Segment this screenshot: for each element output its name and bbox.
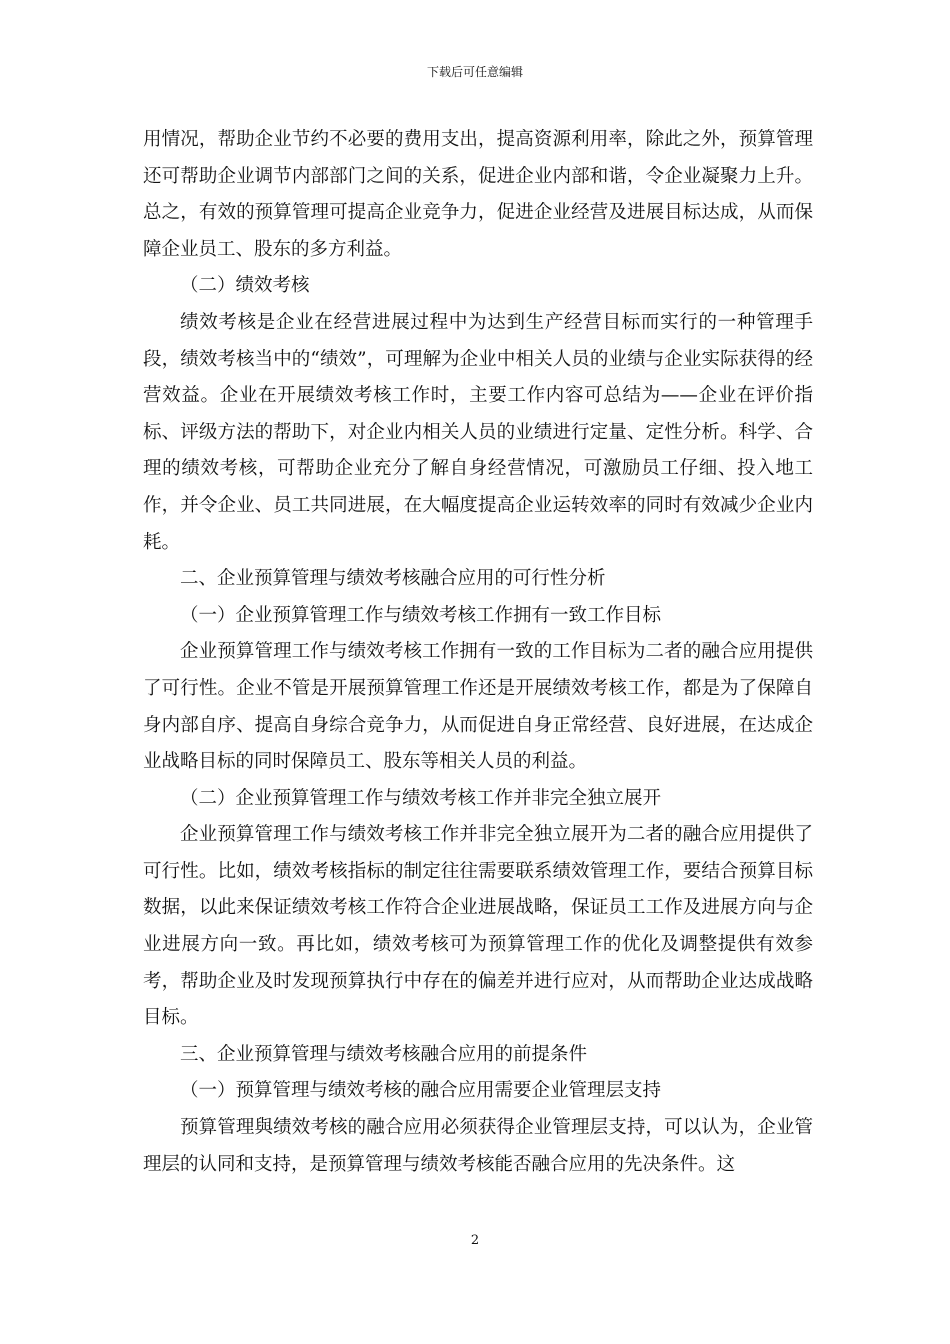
subsection-heading-common-goal: （一）企业预算管理工作与绩效考核工作拥有一致工作目标 <box>180 604 662 626</box>
subsection-heading-management-support: （一）预算管理与绩效考核的融合应用需要企业管理层支持 <box>180 1080 662 1102</box>
paragraph-not-independent: 企业预算管理工作与绩效考核工作并非完全独立展开为二者的融合应用提供了可行性。比如，绩效考核指标的制定往往需要联系绩效管理工作，要结合预算目标数据，以此来保证绩效考核工作符合企业进展战略，保证员工工作及进展方向与企业进展方向一致。再比如，绩效考核可为预算管理工作的优化及调整提供有效参考，帮助企业及时发现预算执行中存在的偏差并进行应对，从而帮助企业达成战略目标。 <box>143 824 813 1029</box>
section-heading-feasibility: 二、企业预算管理与绩效考核融合应用的可行性分析 <box>180 568 606 590</box>
section-heading-performance-appraisal: （二）绩效考核 <box>180 275 310 297</box>
page-header: 下载后可任意编辑 <box>426 65 523 79</box>
page-number: 2 <box>470 1233 480 1248</box>
paragraph-continued: 用情况，帮助企业节约不必要的费用支出，提高资源利用率，除此之外，预算管理还可帮助企业调节内部部门之间的关系，促进企业内部和谐，令企业凝聚力上升。总之，有效的预算管理可提高企业竞争力，促进企业经营及进展目标达成，从而保障企业员工、股东的多方利益。 <box>143 129 813 260</box>
subsection-heading-not-independent: （二）企业预算管理工作与绩效考核工作并非完全独立展开 <box>180 787 662 809</box>
section-heading-preconditions: 三、企业预算管理与绩效考核融合应用的前提条件 <box>180 1043 588 1065</box>
paragraph-management-support: 预算管理與绩效考核的融合应用必须获得企业管理层支持，可以认为，企业管理层的认同和支持，是预算管理与绩效考核能否融合应用的先决条件。这 <box>143 1117 813 1175</box>
document-body <box>143 122 813 1183</box>
paragraph-common-goal: 企业预算管理工作与绩效考核工作拥有一致的工作目标为二者的融合应用提供了可行性。企业不管是开展预算管理工作还是开展绩效考核工作，都是为了保障自身内部自序、提高自身综合竞争力，从而促进自身正常经营、良好进展，在达成企业战略目标的同时保障员工、股东等相关人员的利益。 <box>143 641 813 773</box>
paragraph-performance-appraisal: 绩效考核是企业在经营进展过程中为达到生产经营目标而实行的一种管理手段，绩效考核当中的“绩效”，可理解为企业中相关人员的业绩与企业实际获得的经营效益。企业在开展绩效考核工作时，主要工作内容可总结为——企业在评价指标、评级方法的帮助下，对企业内相关人员的业绩进行定量、定性分析。科学、合理的绩效考核，可帮助企业充分了解自身经营情况，可激励员工仔细、投入地工作，并令企业、员工共同进展，在大幅度提高企业运转效率的同时有效减少企业内耗。 <box>143 311 813 553</box>
